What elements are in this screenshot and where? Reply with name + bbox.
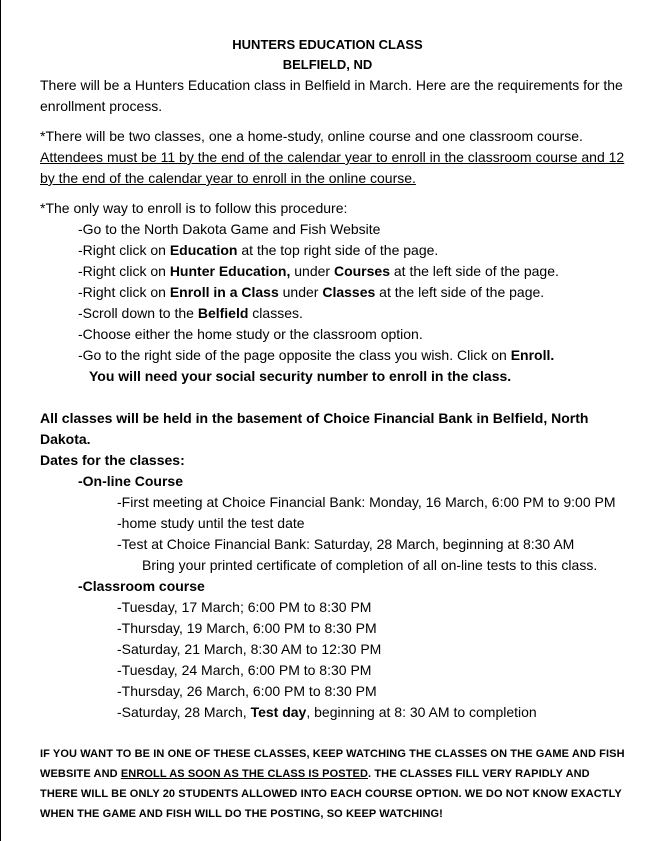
- step-text: at the top right side of the page.: [237, 242, 439, 258]
- online-course-heading: -On-line Course: [78, 473, 184, 489]
- online-item-3: -Test at Choice Financial Bank: Saturday, 28 March, beginning at 8:30 AM: [117, 536, 575, 552]
- step-text: at the left side of the page.: [375, 284, 545, 300]
- step-text: under: [278, 284, 323, 300]
- classroom-session: -Thursday, 19 March, 6:00 PM to 8:30 PM: [117, 620, 377, 636]
- procedure-step-5: [40, 303, 630, 324]
- procedure-step-4: [40, 282, 630, 303]
- age-requirement-line-2: by the end of the calendar year to enroll in the online course.: [40, 170, 416, 186]
- procedure-intro: *The only way to enroll is to follow this procedure:: [40, 200, 348, 216]
- classroom-session: -Tuesday, 24 March, 6:00 PM to 8:30 PM: [117, 662, 372, 678]
- step-text: -Go to the right side of the page opposite the class you wish. Click on: [78, 347, 511, 363]
- step-bold-text: Belfield: [197, 305, 249, 321]
- page-subtitle: BELFIELD, ND: [282, 57, 373, 72]
- classroom-session: -Tuesday, 17 March; 6:00 PM to 8:30 PM: [117, 599, 372, 615]
- footer-text: IF YOU WANT TO BE IN ONE OF THESE CLASSES, KEEP WATCHING THE CLASSES ON THE GAME AND FISH WEBSITE AND: [40, 748, 625, 780]
- session-bold-text: Test day: [250, 704, 307, 720]
- step-bold-text: Classes: [322, 284, 376, 300]
- step-text: -Right click on: [78, 284, 170, 300]
- document-body: [40, 35, 630, 824]
- online-item-2: -home study until the test date: [117, 515, 305, 531]
- step-text: -Right click on: [78, 242, 170, 258]
- procedure-step-6: -Choose either the home study or the classroom option.: [78, 326, 423, 342]
- location-note: All classes will be held in the basement of Choice Financial Bank in Belfield, North Dakota.: [40, 410, 589, 447]
- step-bold-text: Hunter Education,: [169, 263, 291, 279]
- procedure-step-7: [40, 345, 630, 366]
- classroom-course-heading: -Classroom course: [78, 578, 205, 594]
- classroom-session: -Thursday, 26 March, 6:00 PM to 8:30 PM: [117, 683, 377, 699]
- step-bold-text: Enroll in a Class: [169, 284, 279, 300]
- step-text: under: [290, 263, 334, 279]
- footer-notice: [40, 744, 630, 824]
- classes-note: *There will be two classes, one a home-study, online course and one classroom course.: [40, 128, 583, 144]
- procedure-step-1: -Go to the North Dakota Game and Fish Website: [78, 221, 381, 237]
- session-text: -Saturday, 28 March,: [117, 704, 251, 720]
- footer-underlined-text: ENROLL AS SOON AS THE CLASS IS POSTED: [120, 768, 369, 780]
- ssn-note: You will need your social security number to enroll in the class.: [89, 368, 512, 384]
- step-bold-text: Courses: [333, 263, 390, 279]
- footer-text: . THE CLASSES FILL VERY RAPIDLY AND THERE WILL BE ONLY 20 STUDENTS ALLOWED INTO EACH COURSE OPTION. WE DO NOT KNOW EXACTLY WHEN THE GAME AND FISH WILL DO THE POSTING, SO KEEP WATCHING!: [40, 768, 622, 820]
- step-bold-text: Enroll.: [510, 347, 555, 363]
- online-item-1: -First meeting at Choice Financial Bank: Monday, 16 March, 6:00 PM to 9:00 PM: [117, 494, 616, 510]
- step-text: -Right click on: [78, 263, 170, 279]
- age-requirement-line-1: Attendees must be 11 by the end of the calendar year to enroll in the classroom course and 12: [40, 149, 625, 165]
- page-title: HUNTERS EDUCATION CLASS: [232, 37, 423, 52]
- procedure-step-2: [40, 240, 630, 261]
- procedure-step-3: [40, 261, 630, 282]
- step-bold-text: Education: [169, 242, 238, 258]
- step-text: at the left side of the page.: [390, 263, 559, 279]
- certificate-note: Bring your printed certificate of completion of all on-line tests to this class.: [142, 557, 598, 573]
- intro-paragraph: There will be a Hunters Education class in Belfield in March. Here are the requirements for the enrollment process.: [40, 77, 623, 114]
- session-text: , beginning at 8: 30 AM to completion: [306, 704, 537, 720]
- classroom-session-test-day: [40, 702, 630, 723]
- classroom-session: -Saturday, 21 March, 8:30 AM to 12:30 PM: [117, 641, 382, 657]
- step-text: classes.: [248, 305, 303, 321]
- step-text: -Scroll down to the: [78, 305, 198, 321]
- dates-heading: Dates for the classes:: [40, 452, 185, 468]
